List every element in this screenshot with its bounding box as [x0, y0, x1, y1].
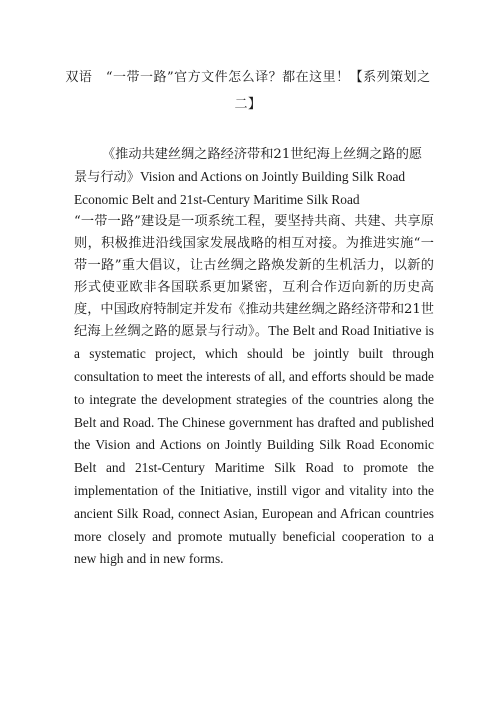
heading-zh: 《推动共建丝绸之路经济带和21世纪海上丝绸之路的愿景与行动》: [74, 147, 423, 185]
heading-en: Vision and Actions on Jointly Building Silk Road Economic Belt and 21st-Century Maritime Silk Road: [74, 168, 406, 207]
paragraph-1: [74, 211, 434, 571]
document-title: 双语 “一带一路”官方文件怎么译？都在这里！【系列策划之二】: [65, 70, 431, 112]
document-body: [74, 144, 434, 571]
section-heading: [74, 144, 434, 211]
paragraph-1-en: The Belt and Road Initiative is a systematic project, which should be jointly built through consultation to meet the interests of all, and efforts should be made to integrate the development strategies of the countries along the Belt and Road. The Chinese government has drafted and published the Vision and Actions on Jointly Building Silk Road Economic Belt and 21st-Century Maritime Silk Road to promote the implementation of the Initiative, instill vigor and vitality into the ancient Silk Road, connect Asian, European and African countries more closely and promote mutually beneficial cooperation to a new high and in new forms.: [74, 323, 434, 567]
paragraph-1-zh: “一带一路”建设是一项系统工程，要坚持共商、共建、共享原则，积极推进沿线国家发展战略的相互对接。为推进实施“一带一路”重大倡议，让古丝绸之路焕发新的生机活力，以新的形式使亚欧非各国联系更加紧密，互利合作迈向新的历史高度，中国政府特制定并发布《推动共建丝绸之路经济带和21世纪海上丝绸之路的愿景与行动》。: [74, 214, 434, 340]
